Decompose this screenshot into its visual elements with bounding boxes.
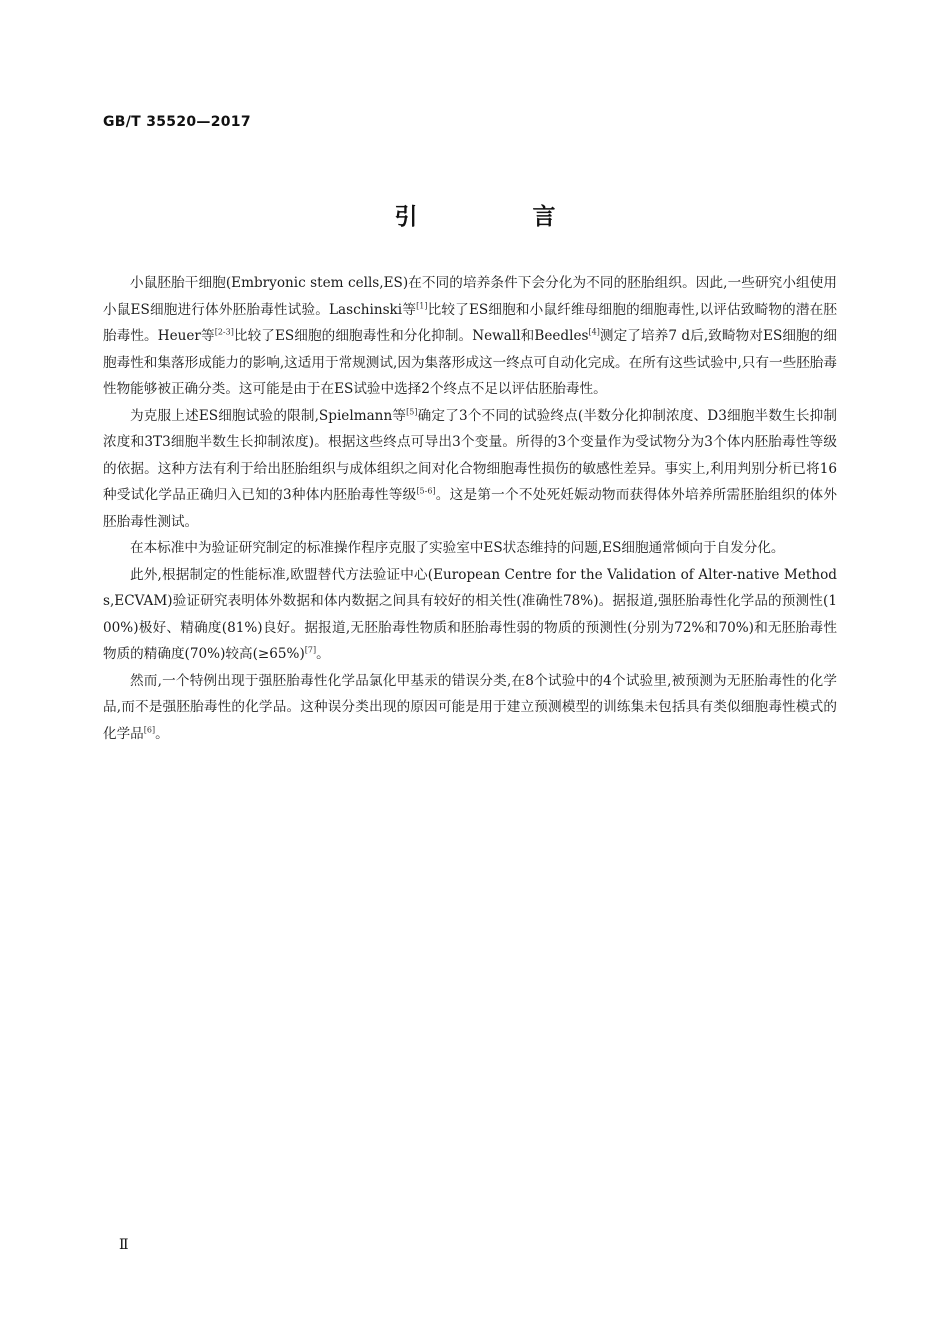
- introduction-body: [103, 270, 837, 747]
- paragraph-text: 然而,一个特例出现于强胚胎毒性化学品氯化甲基汞的错误分类,在8个试验中的4个试验里,被预测为无胚胎毒性的化学品,而不是强胚胎毒性的化学品。这种误分类出现的原因可能是用于建立预测模型的训练集未包括具有类似细胞毒性模式的化学品: [103, 672, 837, 742]
- paragraph-text: 比较了ES细胞的细胞毒性和分化抑制。Newall和Beedles: [233, 328, 589, 344]
- paragraph-text: 小鼠胚胎干细胞(Embryonic stem cells,ES)在不同的培养条件下会分化为不同的胚胎组织。因此,一些研究小组使用小鼠ES细胞进行体外胚胎毒性试验。Laschinski等: [103, 275, 837, 318]
- paragraph-1: [103, 270, 837, 403]
- paragraph-text: 在本标准中为验证研究制定的标准操作程序克服了实验室中ES状态维持的问题,ES细胞通常倾向于自发分化。: [130, 540, 785, 556]
- paragraph-3: [103, 535, 837, 562]
- paragraph-text: 此外,根据制定的性能标准,欧盟替代方法验证中心(European Centre for the Validation of Alter-native Methods,ECVAM)验证研究表明体外数据和体内数据之间具有较好的相关性(准确性78%)。据报道,强胚胎毒性化学品的预测性(100%)极好、精确度(81%)良好。据报道,无胚胎毒性物质和胚胎毒性弱的物质的预测性(分别为72%和70%)和无胚胎毒性物质的精确度(70%)较高(≥65%): [103, 566, 837, 662]
- page-title: 引 言: [394, 204, 602, 230]
- citation-ref: [2-3]: [214, 327, 234, 337]
- citation-ref: [7]: [304, 645, 317, 655]
- citation-ref: [5-6]: [416, 486, 436, 496]
- citation-ref: [1]: [416, 300, 428, 310]
- paragraph-text: 比较了ES细胞和小鼠纤维母细胞的细胞毒性,以评估致畸物的潜在胚胎毒性。Heuer等: [103, 301, 838, 344]
- paragraph-text: 。: [316, 646, 330, 662]
- citation-ref: [4]: [588, 327, 600, 337]
- paragraph-text: 确定了3个不同的试验终点(半数分化抑制浓度、D3细胞半数生长抑制浓度和3T3细胞半数生长抑制浓度)。根据这些终点可导出3个变量。所得的3个变量作为受试物分为3个体内胚胎毒性等级的依据。这种方法有利于给出胚胎组织与成体组织之间对化合物细胞毒性损伤的敏感性差异。事实上,利用判别分析已将16种受试化学品正确归入已知的3种体内胚胎毒性等级: [103, 407, 837, 503]
- page-number: Ⅱ: [119, 1237, 129, 1253]
- paragraph-4: [103, 562, 837, 668]
- citation-ref: [5]: [406, 406, 418, 416]
- paragraph-5: [103, 668, 837, 748]
- paragraph-2: [103, 403, 837, 536]
- paragraph-text: 为克服上述ES细胞试验的限制,Spielmann等: [130, 407, 407, 424]
- paragraph-text: 。: [155, 725, 169, 742]
- paragraph-text: 。这是第一个不处死妊娠动物而获得体外培养所需胚胎组织的体外胚胎毒性测试。: [103, 487, 837, 530]
- citation-ref: [6]: [143, 724, 156, 734]
- standard-number: GB/T 35520—2017: [103, 114, 251, 130]
- paragraph-text: 测定了培养7 d后,致畸物对ES细胞的细胞毒性和集落形成能力的影响,这适用于常规测试,因为集落形成这一终点可自动化完成。在所有这些试验中,只有一些胚胎毒性物能够被正确分类。这可能是由于在ES试验中选择2个终点不足以评估胚胎毒性。: [103, 328, 838, 397]
